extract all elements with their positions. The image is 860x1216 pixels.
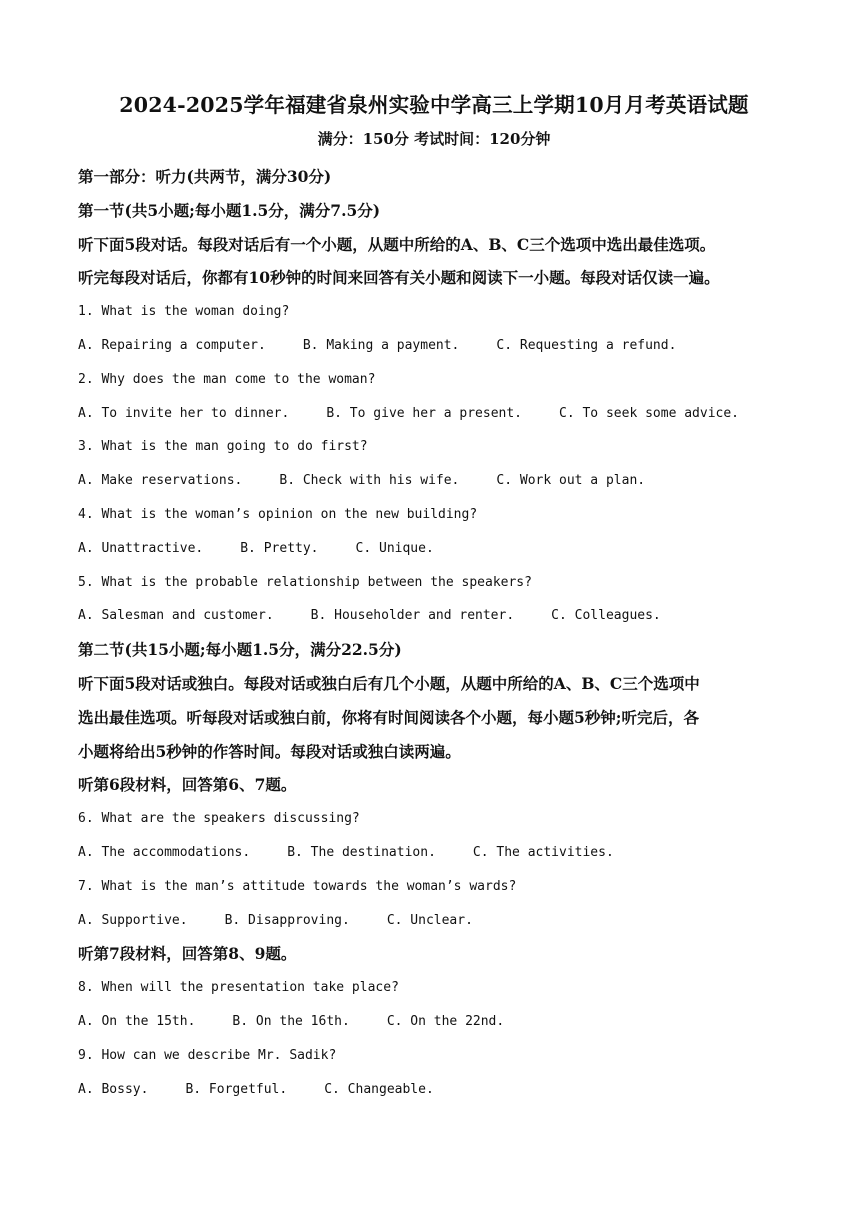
option-c: C. To seek some advice. xyxy=(559,405,740,421)
question-text: 6. What are the speakers discussing? xyxy=(78,811,360,827)
option-a: A. Make reservations. xyxy=(78,473,243,489)
question-text: 1. What is the woman doing? xyxy=(78,304,290,320)
option-a: A. The accommodations. xyxy=(78,844,251,860)
exam-title: 2024-2025学年福建省泉州实验中学高三上学期10月月考英语试题 xyxy=(119,93,749,117)
question-options xyxy=(78,1005,790,1039)
question-options xyxy=(78,329,790,363)
option-b: B. Check with his wife. xyxy=(279,473,460,489)
option-b: B. Disapproving. xyxy=(224,912,350,928)
question-text: 8. When will the presentation take place? xyxy=(78,980,399,996)
question-text: 4. What is the woman’s opinion on the new building? xyxy=(78,506,478,522)
question-text: 5. What is the probable relationship between the speakers? xyxy=(78,574,532,590)
option-c: C. Work out a plan. xyxy=(496,473,646,489)
option-c: C. On the 22nd. xyxy=(386,1013,505,1029)
question-options xyxy=(78,464,790,498)
group-label: 听第6段材料，回答第6、7题。 xyxy=(78,775,297,795)
question-options xyxy=(78,599,790,633)
section1-instruction-line: 听下面5段对话。每段对话后有一个小题，从题中所给的A、B、C三个选项中选出最佳选项。 xyxy=(78,234,716,254)
option-b: B. Pretty. xyxy=(240,540,319,556)
question-options xyxy=(78,397,790,431)
option-c: C. Unique. xyxy=(355,540,434,556)
option-c: C. The activities. xyxy=(472,844,614,860)
option-a: A. Supportive. xyxy=(78,912,188,928)
option-a: A. Repairing a computer. xyxy=(78,337,266,353)
question-text: 7. What is the man’s attitude towards the woman’s wards? xyxy=(78,878,517,894)
option-b: B. Forgetful. xyxy=(185,1081,288,1097)
question-text: 9. How can we describe Mr. Sadik? xyxy=(78,1047,337,1063)
option-a: A. Salesman and customer. xyxy=(78,608,274,624)
exam-subtitle: 满分：150分 考试时间：120分钟 xyxy=(317,130,551,148)
section2-instruction-line: 选出最佳选项。听每段对话或独白前，你将有时间阅读各个小题，每小题5秒钟;听完后，各 xyxy=(78,707,700,727)
option-b: B. To give her a present. xyxy=(326,405,522,421)
option-c: C. Requesting a refund. xyxy=(496,337,677,353)
question-options xyxy=(78,532,790,566)
question-text: 3. What is the man going to do first? xyxy=(78,439,368,455)
option-c: C. Unclear. xyxy=(386,912,473,928)
option-b: B. On the 16th. xyxy=(232,1013,350,1029)
option-c: C. Colleagues. xyxy=(551,608,661,624)
part1-heading: 第一部分：听力(共两节，满分30分) xyxy=(78,167,332,186)
section2-heading: 第二节(共15小题;每小题1.5分，满分22.5分) xyxy=(78,640,402,660)
section2-instruction-line: 小题将给出5秒钟的作答时间。每段对话或独白读两遍。 xyxy=(78,741,461,761)
option-b: B. Making a payment. xyxy=(302,337,460,353)
question-text: 2. Why does the man come to the woman? xyxy=(78,371,376,387)
section2-instruction-line: 听下面5段对话或独白。每段对话或独白后有几个小题，从题中所给的A、B、C三个选项中 xyxy=(78,673,700,693)
section1-instruction-line: 听完每段对话后，你都有10秒钟的时间来回答有关小题和阅读下一小题。每段对话仅读一遍。 xyxy=(78,268,720,288)
option-a: A. On the 15th. xyxy=(78,1013,196,1029)
question-options xyxy=(78,1073,790,1107)
option-c: C. Changeable. xyxy=(324,1081,434,1097)
option-a: A. To invite her to dinner. xyxy=(78,405,290,421)
option-a: A. Bossy. xyxy=(78,1081,149,1097)
option-b: B. The destination. xyxy=(287,844,436,860)
option-a: A. Unattractive. xyxy=(78,540,204,556)
option-b: B. Householder and renter. xyxy=(310,608,515,624)
question-options xyxy=(78,904,790,938)
question-options xyxy=(78,836,790,870)
group-label: 听第7段材料，回答第8、9题。 xyxy=(78,944,297,964)
section1-heading: 第一节(共5小题;每小题1.5分，满分7.5分) xyxy=(78,200,381,220)
